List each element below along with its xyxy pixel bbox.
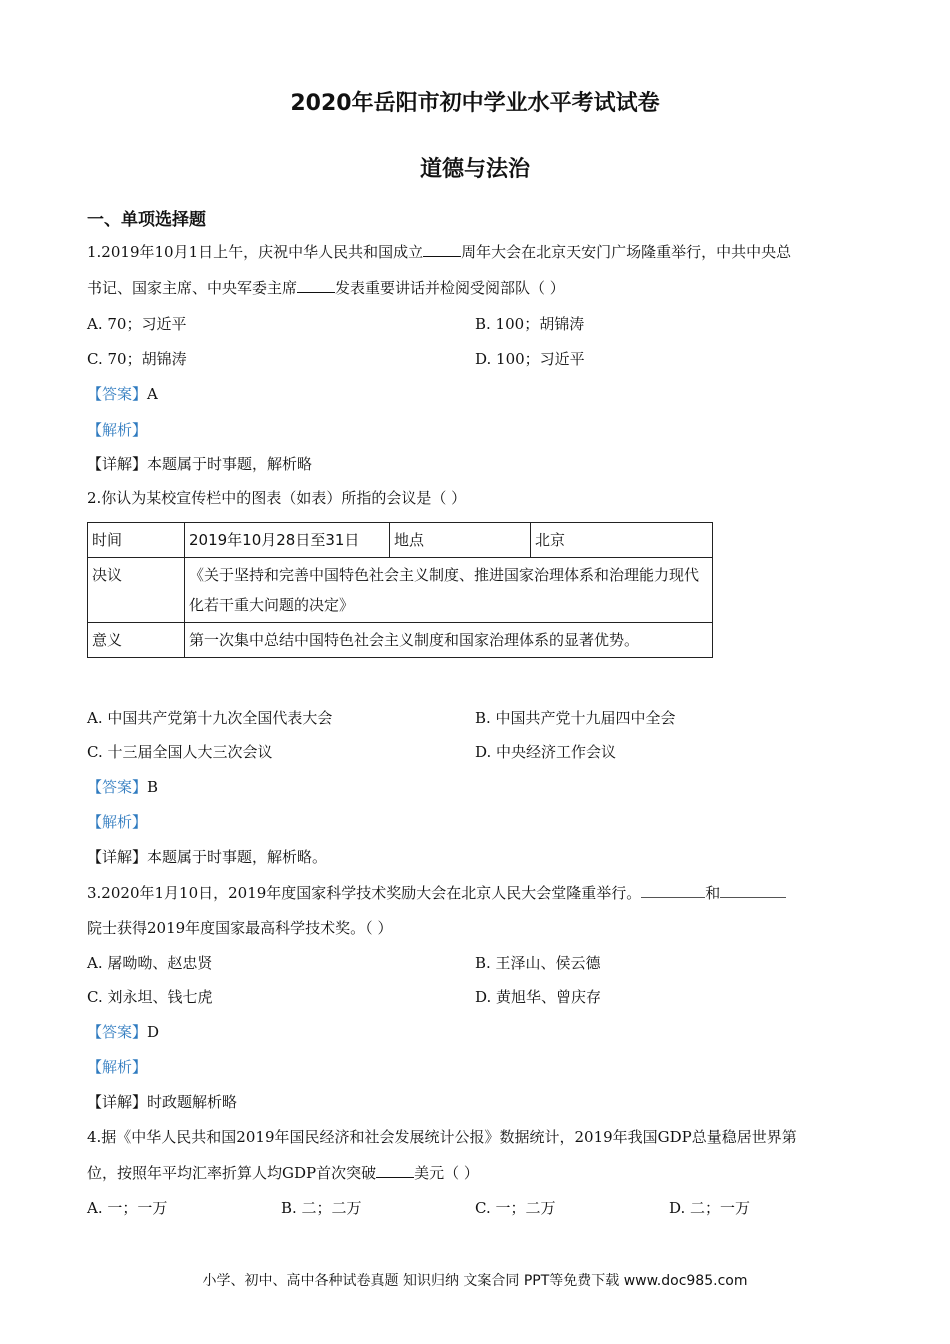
q4-option-c: C. 一；二万 bbox=[475, 1199, 556, 1217]
table-cell-meaning-value: 第一次集中总结中国特色社会主义制度和国家治理体系的显著优势。 bbox=[185, 623, 713, 658]
table-cell-time-label: 时间 bbox=[88, 523, 185, 558]
exam-title: 2020年岳阳市初中学业水平考试试卷 bbox=[290, 91, 660, 116]
blank bbox=[376, 1163, 414, 1178]
page-footer: 小学、初中、高中各种试卷真题 知识归纳 文案合同 PPT等免费下载 www.doc985.com bbox=[202, 1273, 748, 1289]
q2-answer: 【答案】B bbox=[87, 778, 159, 796]
question-3-line-2: 院士获得2019年度国家最高科学技术奖。（ ） bbox=[87, 919, 393, 937]
q3-analysis-label: 【解析】 bbox=[87, 1058, 148, 1076]
blank bbox=[297, 278, 335, 293]
q4-option-a: A. 一；一万 bbox=[87, 1199, 168, 1217]
question-4-line-1: 4.据《中华人民共和国2019年国民经济和社会发展统计公报》数据统计，2019年我国GDP总量稳居世界第 bbox=[87, 1128, 797, 1146]
table-cell-time-value: 2019年10月28日至31日 bbox=[185, 523, 390, 558]
q2-option-b: B. 中国共产党十九届四中全会 bbox=[475, 709, 676, 727]
q3-option-c: C. 刘永坦、钱七虎 bbox=[87, 988, 213, 1006]
table-cell-meaning-label: 意义 bbox=[88, 623, 185, 658]
table-cell-place-value: 北京 bbox=[531, 523, 713, 558]
q2-analysis-label: 【解析】 bbox=[87, 813, 148, 831]
q3-answer: 【答案】D bbox=[87, 1023, 160, 1041]
section-heading: 一、单项选择题 bbox=[87, 210, 206, 230]
q2-option-a: A. 中国共产党第十九次全国代表大会 bbox=[87, 709, 333, 727]
q3-detail: 【详解】时政题解析略 bbox=[87, 1093, 238, 1111]
table-cell-place-label: 地点 bbox=[390, 523, 531, 558]
blank bbox=[423, 242, 461, 257]
q2-detail: 【详解】本题属于时事题，解析略。 bbox=[87, 848, 328, 866]
table-cell-resolution-value: 《关于坚持和完善中国特色社会主义制度、推进国家治理体系和治理能力现代化若干重大问题的决定》 bbox=[185, 558, 713, 623]
q1-option-b: B. 100；胡锦涛 bbox=[475, 315, 585, 333]
question-1-line-2: 书记、国家主席、中央军委主席 发表重要讲话并检阅受阅部队（ ） bbox=[87, 279, 565, 297]
subject-title: 道德与法治 bbox=[419, 157, 530, 182]
meeting-info-table bbox=[87, 522, 713, 658]
q4-option-b: B. 二；二万 bbox=[281, 1199, 362, 1217]
q1-option-d: D. 100；习近平 bbox=[475, 350, 585, 368]
q1-answer: 【答案】A bbox=[87, 385, 158, 403]
q2-option-c: C. 十三届全国人大三次会议 bbox=[87, 743, 273, 761]
question-2-line-1: 2.你认为某校宣传栏中的图表（如表）所指的会议是（ ） bbox=[87, 489, 467, 507]
blank bbox=[641, 883, 705, 898]
q3-option-b: B. 王泽山、侯云德 bbox=[475, 954, 601, 972]
q1-detail: 【详解】本题属于时事题，解析略 bbox=[87, 455, 313, 473]
q1-option-a: A. 70；习近平 bbox=[87, 315, 187, 333]
q1-option-c: C. 70；胡锦涛 bbox=[87, 350, 187, 368]
q3-option-a: A. 屠呦呦、赵忠贤 bbox=[87, 954, 213, 972]
q1-analysis-label: 【解析】 bbox=[87, 421, 148, 439]
question-4-line-2: 位，按照年平均汇率折算人均GDP首次突破 美元（ ） bbox=[87, 1164, 479, 1182]
q2-option-d: D. 中央经济工作会议 bbox=[475, 743, 617, 761]
blank bbox=[720, 883, 786, 898]
question-1-line-1: 1.2019年10月1日上午，庆祝中华人民共和国成立 周年大会在北京天安门广场隆重举行，中共中央总 bbox=[87, 243, 792, 261]
q4-option-d: D. 二；一万 bbox=[669, 1199, 751, 1217]
question-3-line-1: 3.2020年1月10日，2019年度国家科学技术奖励大会在北京人民大会堂隆重举行。 和 bbox=[87, 882, 786, 903]
table-cell-resolution-label: 决议 bbox=[88, 558, 185, 623]
q3-option-d: D. 黄旭华、曾庆存 bbox=[475, 988, 602, 1006]
